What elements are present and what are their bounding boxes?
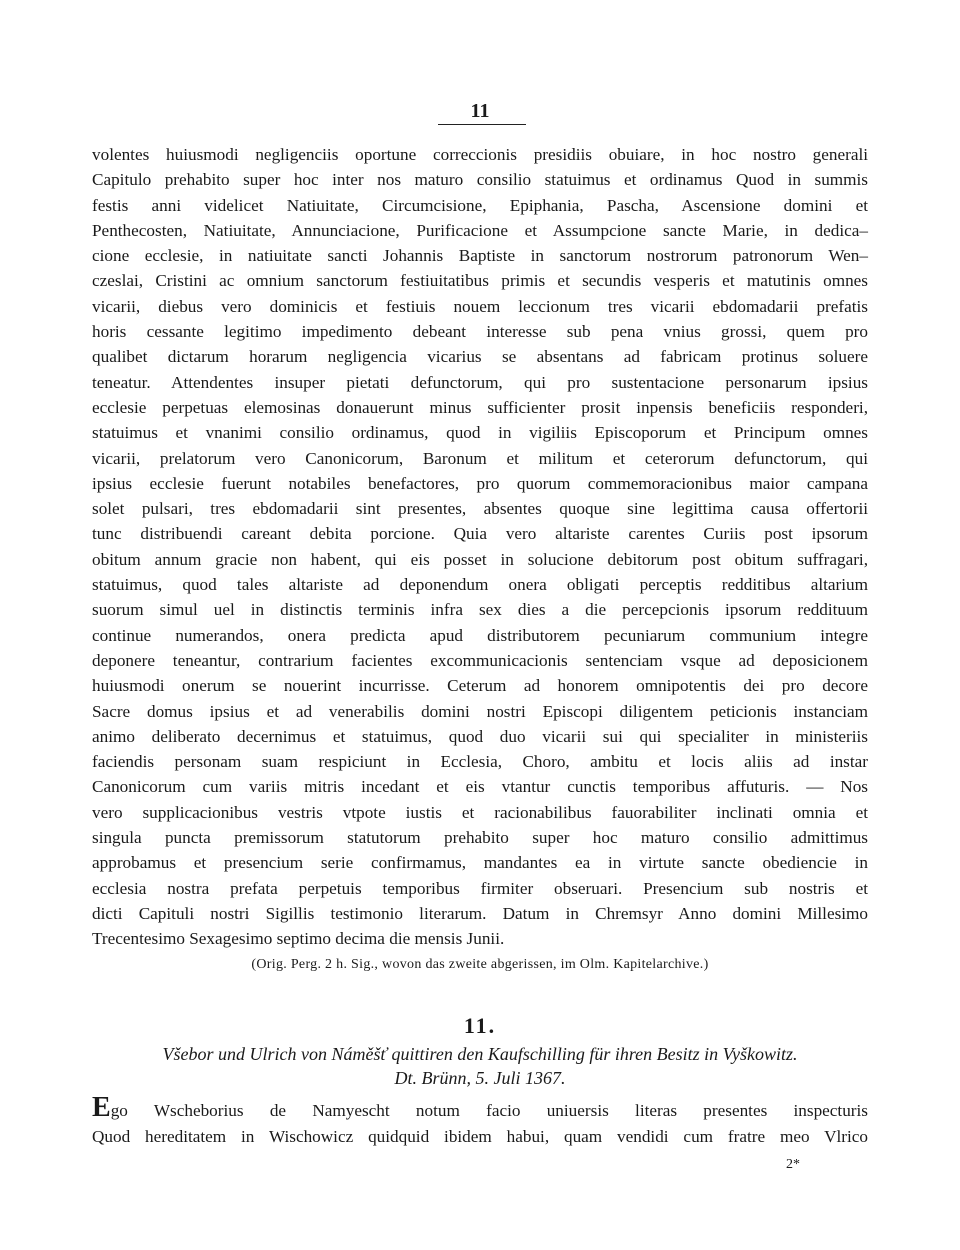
body-line: ipsius ecclesie fuerunt notabiles benefactores, pro quorum commemoracionibus maior campana	[92, 473, 868, 493]
body-line: ecclesia nostra prefata perpetuis temporibus firmiter obseruari. Presencium sub nostris et	[92, 878, 868, 898]
body-line: animo deliberato decernimus et statuimus, quod duo vicarii sui qui specialiter in ministeriis	[92, 726, 868, 746]
body-line: vicarii, prelatorum vero Canonicorum, Baronum et militum et ceterorum defunctorum, qui	[92, 448, 868, 468]
body-line: Capitulo prehabito super hoc inter nos maturo consilio statuimus et ordinamus Quod in summis	[92, 170, 868, 190]
body-line: vero supplicacionibus vestris vtpote iustis et racionabilibus fauorabiliter inclinati omnia et	[92, 802, 868, 822]
charter-line-1	[92, 1092, 868, 1124]
body-line: continue numerandos, onera predicta apud distributorem pecuniarum communium integre	[92, 625, 868, 645]
body-line: qualibet dictarum horarum negligencia vicarius se absentans ad fabricam protinus soluere	[92, 347, 868, 367]
header-rule	[438, 124, 526, 125]
body-line: festis anni videlicet Natiuitate, Circumcisione, Epiphania, Pascha, Ascensione domini et	[92, 195, 868, 215]
body-text	[92, 142, 868, 952]
initial-letter: E	[92, 1092, 111, 1123]
document-title	[92, 1042, 868, 1090]
source-note: (Orig. Perg. 2 h. Sig., wovon das zweite abgerissen, im Olm. Kapitelarchive.)	[251, 957, 709, 972]
body-line: Trecentesimo Sexagesimo septimo decima die mensis Junii.	[92, 929, 505, 949]
body-line: obitum annum gracie non habent, qui eis posset in solucione debitorum post obitum suffragari,	[92, 549, 868, 569]
body-line: statuimus, quod tales altariste ad deponendum onera obligati perceptis redditibus altarium	[92, 575, 868, 595]
body-line: tunc distribuendi careant debita porcione. Quia vero altariste carentes Curiis post ipsorum	[92, 524, 868, 544]
body-line: vicarii, diebus vero dominicis et festiuis nouem leccionum tres vicarii ebdomadarii prefatis	[92, 296, 868, 316]
signature-mark: 2*	[786, 1157, 800, 1172]
body-line: volentes huiusmodi negligenciis oportune correccionis presidiis obuiare, in hoc nostro generali	[92, 145, 868, 164]
body-line: czeslai, Cristini ac omnium sanctorum festiuitatibus primis et secundis vesperis et matutinis omnes	[92, 271, 868, 291]
body-line: dicti Capituli nostri Sigillis testimonio literarum. Datum in Chremsyr Anno domini Millesimo	[92, 903, 868, 923]
body-line: Sacre domus ipsius et ad venerabilis domini nostri Episcopi diligentem peticionis instanciam	[92, 701, 868, 721]
body-line: suorum simul uel in distinctis terminis infra sex dies a die percepcionis ipsorum reddituum	[92, 600, 868, 620]
body-line: ecclesie perpetuas elemosinas donauerunt minus sufficienter prosit inpensis beneficiis responderi,	[92, 397, 868, 417]
body-line: solet pulsari, tres ebdomadarii sint presentes, absentes quoque sine legittima causa offertorii	[92, 499, 868, 519]
document-title-line-1: Všebor und Ulrich von Náměšť quittiren den Kaufschilling für ihren Besitz in Vyškowitz.	[162, 1044, 798, 1064]
body-line: teneatur. Attendentes insuper pietati defunctorum, qui pro sustentacione personarum ipsius	[92, 372, 868, 392]
charter-text	[92, 1092, 868, 1150]
document-number: 11.	[463, 1013, 497, 1038]
body-line: cione ecclesie, in natiuitate sancti Johannis Baptiste in sanctorum nostrorum patronorum Wen–	[92, 246, 868, 266]
body-line: faciendis personam suam respiciunt in Ecclesia, Choro, ambitu et locis aliis ad instar	[92, 752, 868, 772]
body-line: horis cessante legitimo impedimento debeant interesse sub pena vnius grossi, quem pro	[92, 322, 868, 342]
body-line: Penthecosten, Natiuitate, Annunciacione, Purificacione et Assumpcione sancte Marie, in dedica–	[92, 220, 868, 240]
charter-line-2: Quod hereditatem in Wischowicz quidquid ibidem habui, quam vendidi cum fratre meo Vlrico	[92, 1127, 868, 1146]
page-number: 11	[470, 100, 490, 122]
document-date-line: Dt. Brünn, 5. Juli 1367.	[394, 1068, 566, 1088]
body-line: singula puncta premissorum statutorum prehabito super hoc maturo consilio admittimus	[92, 828, 868, 848]
body-line: deponere teneantur, contrarium facientes excommunicacionis sentenciam vsque ad deposicionem	[92, 650, 868, 670]
body-line: approbamus et presencium serie confirmamus, mandantes ea in virtute sancte obediencie in	[92, 853, 868, 873]
body-line: statuimus et vnanimi consilio ordinamus, quod in vigiliis Episcoporum et Principum omnes	[92, 423, 868, 443]
charter-line-1-text: go Wscheborius de Namyescht notum facio uniuersis literas presentes inspecturis	[110, 1101, 868, 1120]
body-line: Canonicorum cum variis mitris incedant et eis vtantur cunctis temporibus affuturis. — Nos	[92, 777, 868, 797]
body-line: huiusmodi onerum se nouerint incurrisse. Ceterum ad honorem omnipotentis dei pro decore	[92, 676, 868, 696]
